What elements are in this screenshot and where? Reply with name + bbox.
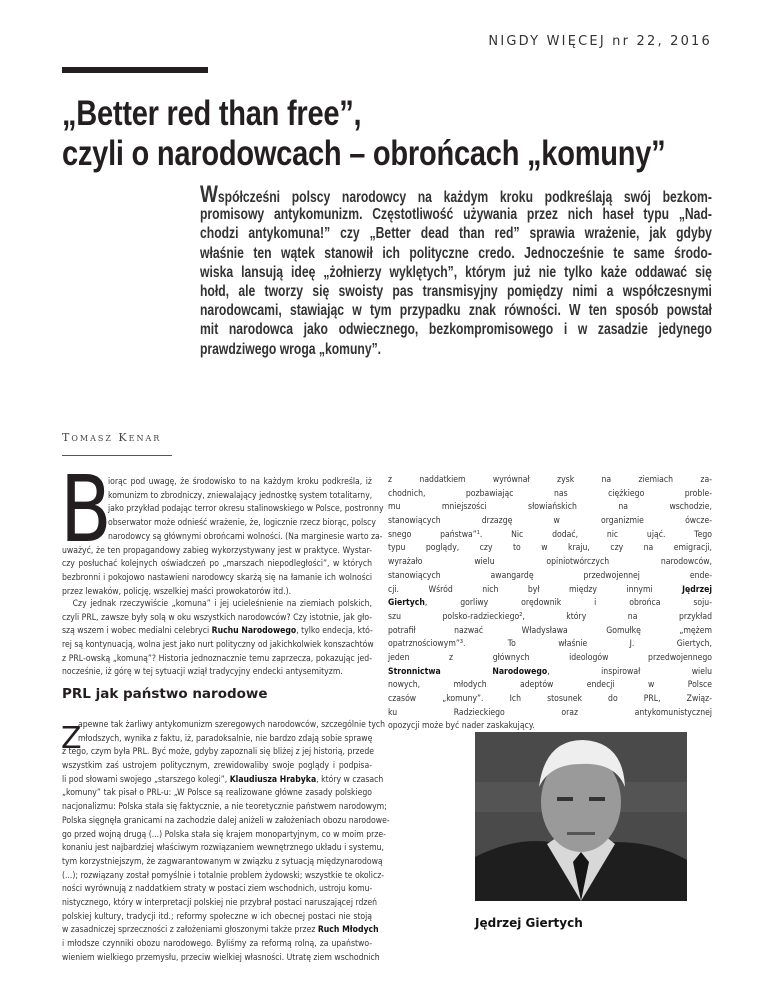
text-run: polskiej kultury, tradycji itd.; reformy społeczne w ich obecnej postaci nie stoją — [62, 911, 372, 922]
text-run: nistycznego, który w interpretacji polskiej nie przybrał postaci naruszającej rdzeń — [62, 897, 378, 908]
text-line — [108, 531, 383, 545]
text-run: Czy jednak rzeczywiście „komuna” i jej ucieleśnienie na ziemiach polskich, — [62, 599, 372, 609]
text-run: z PRL-owską „komuną”? Historia jednoznacznie temu zaprzecza, pokazując jed- — [62, 653, 372, 664]
text-run: , gorliwy orędownik i obrońca soju- — [424, 598, 712, 609]
text-line — [388, 652, 712, 666]
text-line — [62, 938, 372, 952]
paragraph-2 — [62, 598, 372, 680]
text-line — [388, 515, 712, 529]
bold-name: Stronnictwa Narodowego — [388, 666, 548, 677]
text-line — [62, 801, 387, 815]
paragraph-3 — [62, 719, 390, 965]
text-run: , który w czasach — [316, 774, 384, 785]
text-run: mu mniejszości słowiańskich na wschodzie, — [388, 502, 712, 513]
text-line — [388, 666, 712, 680]
bold-name: Jędrzej — [682, 584, 712, 595]
text-line — [388, 542, 712, 556]
text-line — [62, 612, 372, 626]
text-run: stanowiących awangardę przedwojennej ende- — [388, 570, 712, 581]
text-line — [62, 746, 375, 760]
text-line — [388, 693, 712, 707]
text-line — [62, 545, 372, 559]
text-line — [108, 490, 372, 504]
article-title-line-1: „Better red than free”, — [62, 94, 362, 133]
text-line — [62, 787, 372, 801]
text-run: ku Radzieckiego oraz antykomunistycznej — [388, 707, 712, 718]
author-name: Tomasz Kenar — [62, 431, 162, 444]
text-line — [62, 870, 385, 884]
text-run: ności wyrównują z naddatkiem straty w postaci ziem wschodnich, ustroju komu- — [62, 884, 373, 895]
paragraph-1-indented — [108, 476, 384, 544]
text-run: przez lewaków, policję, wszelkiej maści prowokatorów itd.). — [62, 586, 292, 597]
text-run: opatrznościowym”³. To właśnie J. Giertych, — [388, 639, 712, 650]
text-run: wieniem wielkiego przemysłu, przeciw wielkiej własności. Utratę ziem wschodnich — [62, 952, 380, 963]
lead-text: spółcześni polscy narodowcy na każdym kroku podkreślają swój bezkom- — [217, 189, 712, 206]
text-line — [388, 570, 712, 584]
portrait-image — [475, 732, 687, 901]
text-line — [388, 488, 712, 502]
text-run: czyli PRL, zawsze były solą w oku wszystkich narodowców? Czy istotnie, jak gło- — [62, 612, 372, 623]
text-line — [62, 842, 385, 856]
text-line — [388, 474, 712, 488]
text-line — [62, 815, 390, 829]
text-line — [388, 611, 712, 625]
text-line — [62, 598, 372, 612]
text-line — [388, 679, 712, 693]
text-run: bezbronni i pokojowo nastawieni narodowcy skarżą się na łamanie ich wolności — [62, 572, 372, 583]
text-line — [388, 529, 712, 543]
text-run: czasów „komuny”. Ich stosunek do PRL, Związ- — [388, 694, 712, 704]
section-heading: PRL jak państwo narodowe — [62, 686, 268, 702]
text-run: z tego, czym była PRL. Być może, gdyby zapoznali się bliżej z jej historią, przede — [62, 747, 375, 758]
text-line — [388, 707, 712, 721]
text-run: li pod słowami swojego „starszego kolegi”, — [62, 774, 230, 785]
text-line — [108, 517, 377, 531]
lead-line: właśnie ten wątek stanowił ich polityczne credo. Jednocześnie te same środo- — [200, 244, 712, 262]
text-line — [388, 584, 712, 598]
text-line — [62, 774, 384, 788]
text-run: szu polsko-radzieckiego², który na przykład — [388, 611, 712, 622]
text-line — [62, 883, 372, 897]
text-line — [388, 501, 712, 515]
text-run: chodnich, pozbawiając nas ciężkiego proble- — [388, 488, 712, 499]
lead-paragraph — [200, 181, 712, 359]
text-run: „komuny” tak pisał o PRL-u: „W Polsce są realizowane główne zasady polskiego — [62, 788, 372, 799]
text-run: Polska sięgnęła granicami na zachodzie dalej aniżeli w założeniach obozu narodowe- — [62, 815, 390, 826]
text-line — [388, 556, 712, 570]
text-run: cji. Wśród nich był między innymi — [388, 584, 683, 595]
text-run: uważyć, że ten propagandowy zabieg wykorzystywany jest w praktyce. Wystar- — [62, 545, 372, 556]
text-run: potrafił nazwać Władysława Gomułkę „mężem — [388, 625, 712, 636]
photo-caption: Jędrzej Giertych — [475, 916, 583, 930]
text-run: nowych, młodych adeptów endecji w Polsce — [388, 680, 712, 691]
text-run: apewne tak żarliwy antykomunizm szeregowych narodowców, szczególnie tych — [78, 720, 386, 730]
text-run: go przed wojną drugą (...) Polska stała się krajem monopartyjnym, co w moim prze- — [62, 829, 386, 840]
text-line — [78, 733, 372, 747]
lead-line: chodzi antykomuna!” czy „Better dead than red” sprawia wrażenie, jak gdyby — [200, 225, 712, 243]
text-run: czy posłuchać kolejnych oświadczeń po „marszach niepodległości”, w których — [62, 559, 372, 570]
lead-line: wiska lansują ideę „żołnierzy wyklętych”, którym już nie tylko każe oddawać się — [200, 263, 712, 281]
text-line — [388, 597, 712, 611]
text-run: wszystkim zaś ustrojem politycznym, zrewidowaliby swoje poglądy i podpisa- — [62, 761, 372, 772]
text-line — [388, 638, 712, 652]
text-run: , inspirował wielu — [547, 666, 712, 677]
text-line — [108, 476, 372, 490]
text-line — [62, 666, 372, 680]
paragraph-1 — [62, 545, 372, 600]
article-title-line-2: czyli o narodowcach – obrońcach „komuny” — [62, 134, 666, 173]
lead-initial: W — [200, 181, 218, 208]
right-column-paragraph — [388, 474, 712, 734]
text-line — [62, 639, 372, 653]
bold-name: Klaudiusza Hrabyka — [229, 774, 317, 785]
text-line — [62, 856, 383, 870]
publication-header: NIGDY WIĘCEJ nr 22, 2016 — [488, 34, 712, 49]
text-run: szą wszem i wobec medialni celebryci — [62, 626, 212, 637]
title-rule — [62, 67, 208, 73]
text-run: komunizm to zbrodniczy, zniewalający jednostkę system totalitarny, — [108, 490, 373, 501]
text-run: tym korzystniejszym, że zagwarantowanym w związku z sytuacją międzynarodową — [62, 856, 383, 867]
bold-name: Ruch Młodych — [317, 925, 379, 936]
bold-name: Ruchu Narodowego — [211, 626, 297, 637]
text-run: jeden z głównych ideologów przedwojennego — [388, 652, 712, 663]
drop-cap: Z — [61, 721, 82, 756]
text-run: w zasadniczej sprzeczności z założeniami głoszonymi także przez — [62, 925, 318, 936]
text-line — [108, 503, 384, 517]
bold-name: Giertych — [388, 598, 425, 609]
text-run: typu poglądy, czy to w kraju, czy na emigracji, — [388, 543, 712, 554]
lead-line: mit narodowca jako odwiecznego, bezkompromisowego i w zasadzie jedynego — [200, 321, 712, 339]
text-run: nacjonalizmu: Polska stała się faktycznie, a nie teoretycznie państwem narodowym; — [62, 802, 387, 813]
text-run: młodszych, wynika z faktu, iż, paradoksalnie, nie bardzo zdają sobie sprawę — [78, 733, 373, 744]
text-run: stanowiących drzazgę w organizmie ówcze- — [388, 516, 712, 527]
text-run: z naddatkiem wyrównał zysk na ziemiach za- — [388, 475, 712, 485]
text-run: i młodsze czynniki obozu narodowego. Byliśmy za reformą rolną, za upaństwo- — [62, 939, 372, 949]
text-line — [62, 760, 372, 774]
text-run: obserwator może odnieść wrażenie, że, logicznie rzecz biorąc, polscy — [108, 518, 377, 529]
text-line — [62, 924, 379, 938]
text-line — [62, 829, 386, 843]
portrait-photo — [475, 732, 687, 901]
drop-cap: B — [60, 456, 112, 563]
text-run: narodowcy są głównymi obrońcami wolności. (Na marginesie warto za- — [108, 531, 383, 542]
text-run: snego państwa”¹. Nic dodać, nic ująć. Tego — [388, 529, 712, 540]
text-line — [62, 911, 372, 925]
text-line — [78, 719, 386, 733]
text-line — [62, 572, 372, 586]
lead-lines — [200, 205, 712, 359]
text-run: rej są kontynuacją, wolna jest jako nurt polityczny od jakichkolwiek konszachtów — [62, 640, 374, 651]
lead-line: narodowcami, stawiając w tym przypadku znak równości. W ten sposób powstał — [200, 302, 712, 320]
text-line — [62, 897, 378, 911]
text-line — [62, 558, 372, 572]
text-run: opozycji może być nader zaskakujący. — [388, 721, 535, 732]
lead-line: hołd, ale tworzy się swoisty pas transmisyjny pomiędzy nimi a współczesnymi — [200, 282, 712, 300]
lead-line: promisowy antykomunizm. Częstotliwość używania przez nich haseł typu „Nad- — [200, 206, 712, 224]
text-run: (...); rozwiązany został pomyślnie i totalnie problem żydowski; wszystkie te okolicz- — [62, 870, 385, 881]
text-run: konaniu jest najbardziej właściwym rozwiązaniem wewnętrznego układu i systemu, — [62, 843, 385, 854]
text-run: wyrażało wielu opiniotwórczych narodowców, — [388, 557, 712, 568]
text-line — [388, 625, 712, 639]
lead-line: prawdziwego wroga „komuny”. — [200, 340, 382, 358]
text-line — [62, 952, 380, 966]
text-line — [62, 625, 372, 639]
text-run: iorąc pod uwagę, że środowisko to na każdym kroku podkreśla, iż — [108, 477, 372, 487]
text-run: nocześnie, iż górę w tej sytuacji wziął tradycyjny endecki antysemityzm. — [62, 667, 343, 678]
text-run: , tylko endecja, któ- — [296, 626, 373, 637]
lead-line — [200, 181, 712, 208]
text-run: jako przykład podając terror okresu stalinowskiego w Polsce, postronny — [108, 504, 384, 515]
text-line — [62, 653, 372, 667]
